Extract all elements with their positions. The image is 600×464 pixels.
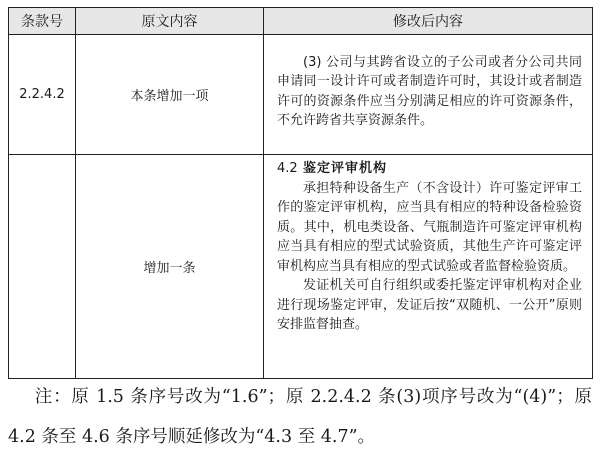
clause-number-cell: 2.2.4.2 xyxy=(9,35,76,155)
section-heading xyxy=(277,159,582,179)
table-row xyxy=(9,155,593,379)
revised-content-cell xyxy=(264,155,593,379)
table-header-row xyxy=(9,8,593,35)
revised-paragraph: 承担特种设备生产（不含设计）许可鉴定评审工作的鉴定评审机构，应当具有相应的特种设备检验资质。其中，机电类设备、气瓶制造许可鉴定评审机构应当具有相应的型式试验资质，其他生产许可鉴定评审机构应当具有相应的型式试验或者监督检验资质。 xyxy=(277,180,582,274)
section-title: 鉴定评审机构 xyxy=(303,161,388,176)
revision-table xyxy=(8,7,593,379)
revised-paragraph: 发证机关可自行组织或委托鉴定评审机构对企业进行现场鉴定评审，发证后按“双随机、一公开”原则安排监督抽查。 xyxy=(277,278,582,332)
footnote xyxy=(8,377,592,457)
table-row xyxy=(9,35,593,155)
revised-content-cell xyxy=(264,35,593,155)
revised-paragraph: (3) 公司与其跨省设立的子公司或者分公司共同申请同一设计许可或者制造许可时，其设计或者制造许可的资源条件应当分别满足相应的许可资源条件，不允许跨省共享资源条件。 xyxy=(277,54,582,128)
original-content-cell: 增加一条 xyxy=(76,155,264,379)
header-original-content: 原文内容 xyxy=(76,8,264,35)
header-clause-number: 条款号 xyxy=(9,8,76,35)
footnote-text: 注：原 1.5 条序号改为“1.6”；原 2.2.4.2 条(3)项序号改为“(4)”；原 4.2 条至 4.6 条序号顺延修改为“4.3 至 4.7”。 xyxy=(8,387,592,447)
clause-number-cell xyxy=(9,155,76,379)
section-number: 4.2 xyxy=(277,161,298,176)
original-content-cell: 本条增加一项 xyxy=(76,35,264,155)
header-revised-content: 修改后内容 xyxy=(264,8,593,35)
